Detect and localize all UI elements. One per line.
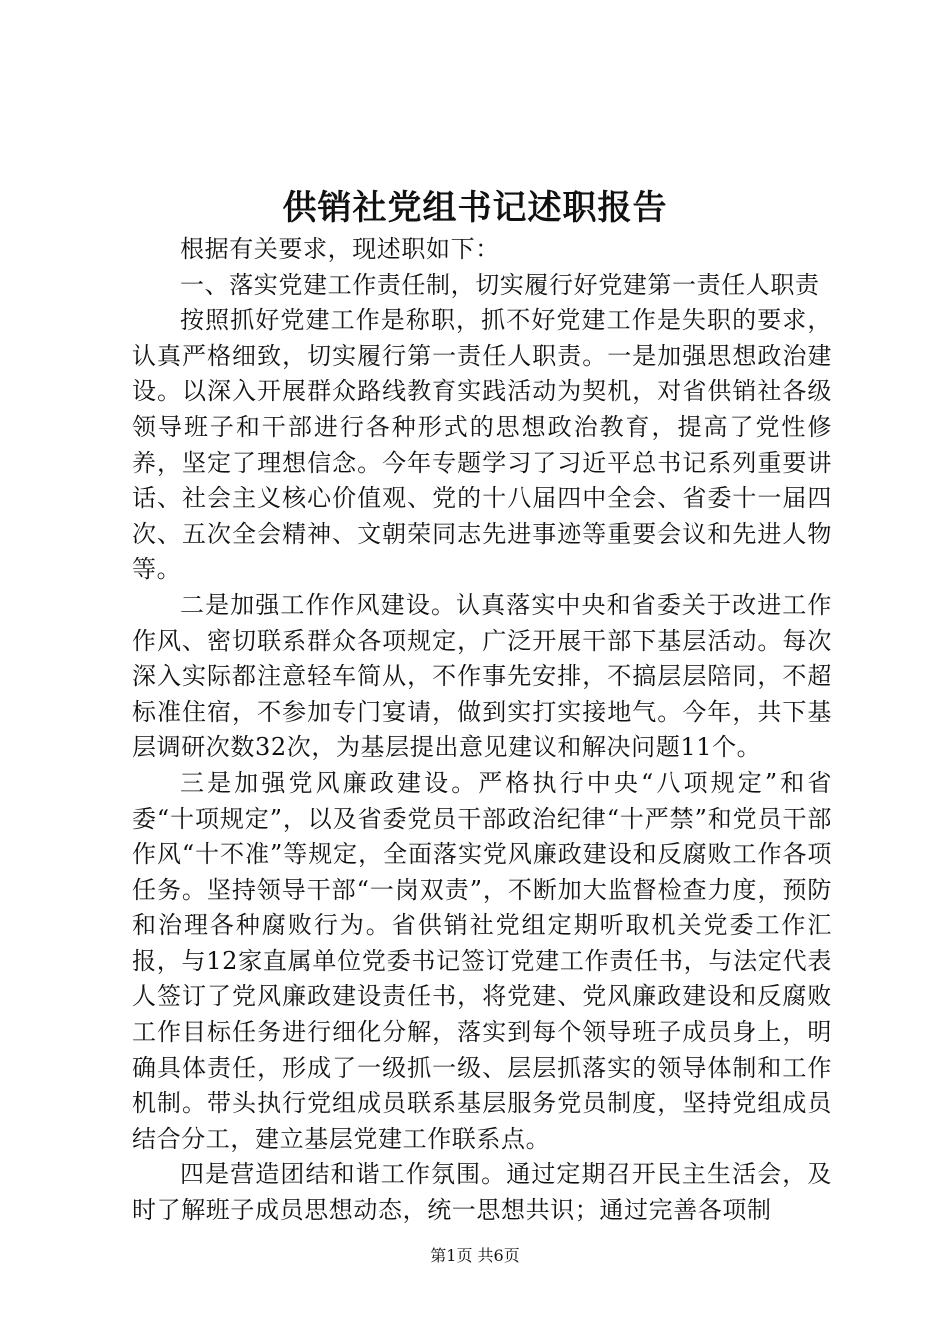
section-heading: 一、落实党建工作责任制，切实履行好党建第一责任人职责	[180, 270, 820, 299]
paragraph-integrity: 三是加强党风廉政建设。严格执行中央“八项规定”和省委“十项规定”，以及省委党员干部政治纪律“十严禁”和党员干部作风“十不准”等规定，全面落实党风廉政建设和反腐败工作各项任务。坚持领导干部“一岗双责”，不断加大监督检查力度，预防和治理各种腐败行为。省供销社党组定期听取机关党委工作汇报，与12家直属单位党委书记签订党建工作责任书，与法定代表人签订了党风廉政建设责任书，将党建、党风廉政建设和反腐败工作目标任务进行细化分解，落实到每个领导班子成员身上，明确具体责任，形成了一级抓一级、层层抓落实的领导体制和工作机制。带头执行党组成员联系基层服务党员制度，坚持党组成员结合分工，建立基层党建工作联系点。	[132, 768, 832, 1153]
document-title: 供销社党组书记述职报告	[282, 188, 668, 228]
paragraph-work-style: 二是加强工作作风建设。认真落实中央和省委关于改进工作作风、密切联系群众各项规定，广泛开展干部下基层活动。每次深入实际都注意轻车简从，不作事先安排，不搞层层陪同，不超标准住宿，不参加专门宴请，做到实打实接地气。今年，共下基层调研次数32次，为基层提出意见建议和解决问题11个。	[132, 590, 832, 762]
paragraph-harmony: 四是营造团结和谐工作氛围。通过定期召开民主生活会，及时了解班子成员思想动态，统一思想共识；通过完善各项制	[132, 1160, 832, 1225]
paragraph-ideology: 按照抓好党建工作是称职，抓不好党建工作是失职的要求，认真严格细致，切实履行第一责任人职责。一是加强思想政治建设。以深入开展群众路线教育实践活动为契机，对省供销社各级领导班子和干部进行各种形式的思想政治教育，提高了党性修养，坚定了理想信念。今年专题学习了习近平总书记系列重要讲话、社会主义核心价值观、党的十八届四中全会、省委十一届四次、五次全会精神、文朝荣同志先进事迹等重要会议和先进人物等。	[132, 306, 832, 584]
document-body	[132, 232, 832, 1229]
paragraph-intro: 根据有关要求，现述职如下：	[180, 235, 500, 263]
page-number: 第1页 共6页	[430, 1246, 520, 1265]
